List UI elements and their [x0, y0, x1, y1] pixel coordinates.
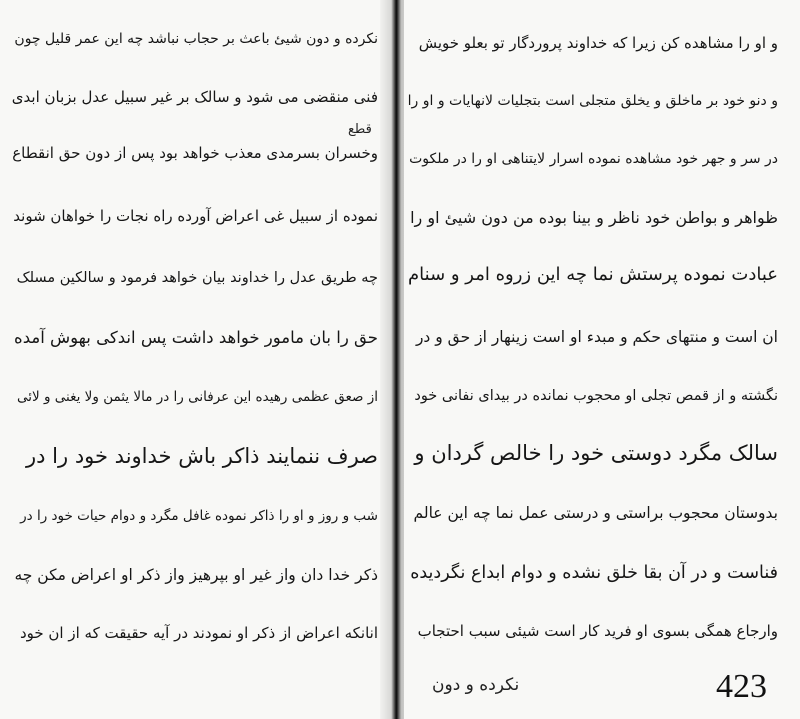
right-page	[404, 0, 800, 719]
right-line-2: و دنو خود بر ماخلق و یخلق متجلی است بتجلیات لانهایات و او را	[407, 93, 778, 109]
left-line-7: از صعق عظمی رهیده این عرفانی را در مالا یثمن ولا یغنی و لائی	[16, 389, 378, 405]
right-line-6: ان است و منتهای حکم و مبدء او است زینهار از حق و در	[415, 328, 778, 346]
right-line-4: ظواهر و بواطن خود ناظر و بینا بوده من دون شیئ او را	[410, 208, 778, 227]
left-line-5: چه طریق عدل را خداوند بیان خواهد فرمود و سالکین مسلک	[16, 270, 378, 286]
right-line-10: فناست و در آن بقا خلق نشده و دوام ابداع نگردیده	[410, 563, 778, 583]
margin-note: قطع	[348, 122, 372, 137]
right-line-1: و او را مشاهده کن زیرا که خداوند پروردگار تو بعلو خویش	[418, 34, 778, 52]
left-line-4: نموده از سبیل غی اعراض آورده راه نجات را خواهان شوند	[13, 207, 378, 225]
left-line-11: انانکه اعراض از ذکر او نمودند در آیه حقیقت که از ان خود	[19, 624, 378, 642]
page-number: 423	[716, 668, 767, 705]
right-line-7: نگشته و از قمص تجلی او محجوب نمانده در بیدای نفانی خود	[414, 388, 778, 404]
left-line-2: فنی منقضی می شود و سالک بر غیر سبیل عدل بزبان ابدی	[11, 88, 378, 106]
left-line-9: شب و روز و او را ذاکر نموده غافل مگرد و دوام حیات خود را در	[20, 508, 378, 524]
left-line-6: حق را بان مامور خواهد داشت پس اندکی بهوش آمده	[14, 328, 378, 347]
left-line-3: وخسران بسرمدی معذب خواهد بود پس از دون حق انقطاع	[12, 144, 378, 162]
right-line-8: سالک مگرد دوستی خود را خالص گردان و	[414, 441, 778, 465]
left-line-8: صرف ننمایند ذاکر باش خداوند خود را در	[26, 444, 378, 468]
left-page	[0, 0, 392, 719]
right-line-3: در سر و جهر خود مشاهده نموده اسرار لایتناهی او را در ملکوت	[409, 151, 778, 167]
left-line-10: ذکر خدا دان واز غیر او بپرهیز واز ذکر او اعراض مکن چه	[14, 566, 378, 584]
left-line-1: نکرده و دون شیئ باعث بر حجاب نباشد چه این عمر قلیل چون	[14, 31, 378, 47]
right-line-11: وارجاع همگی بسوی او فرید کار است شیئی سبب احتجاب	[417, 622, 778, 640]
right-line-5: عبادت نموده پرستش نما چه این زروه امر و سنام	[408, 264, 778, 285]
catchword: نکرده و دون	[432, 675, 520, 695]
right-line-9: بدوستان محجوب براستی و درستی عمل نما چه این عالم	[413, 504, 778, 522]
